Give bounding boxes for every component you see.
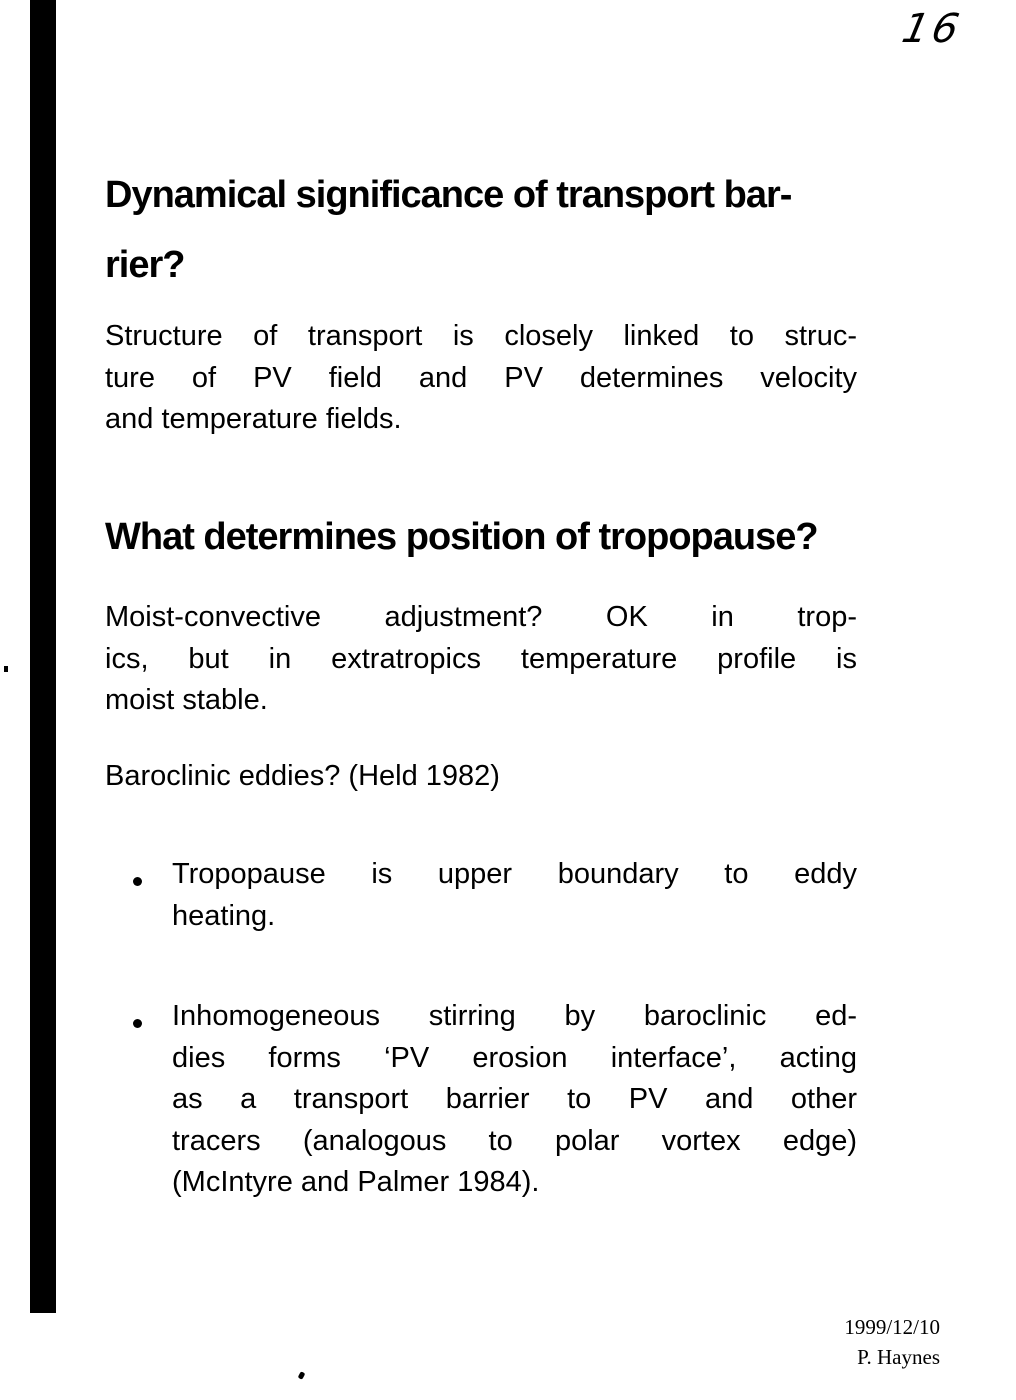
- bullet-text: [172, 996, 857, 1204]
- bullet-line: as a transport barrier to PV and other: [172, 1083, 857, 1115]
- intro-line: ture of PV field and PV determines velocity: [105, 361, 857, 394]
- moist-line: moist stable.: [105, 684, 268, 716]
- moist-paragraph: [105, 597, 857, 722]
- moist-line: ics, but in extratropics temperature profile is: [105, 642, 857, 675]
- bullet-line: dies forms ‘PV erosion interface’, acting: [172, 1041, 857, 1074]
- intro-paragraph: [105, 316, 857, 441]
- bullet-icon: [133, 877, 142, 886]
- page-title-line-1: Dynamical significance of transport bar-: [105, 174, 792, 216]
- bullet-item-tropopause: [105, 854, 857, 937]
- scan-speck-left: [4, 666, 8, 672]
- intro-line: Structure of transport is closely linked to struc-: [105, 320, 857, 352]
- baroclinic-paragraph: [105, 756, 857, 798]
- bullet-item-stirring: [105, 996, 857, 1204]
- footer-date: 1999/12/10: [844, 1315, 940, 1339]
- intro-line: and temperature fields.: [105, 403, 402, 435]
- bullet-text: [172, 854, 857, 937]
- scan-edge-bar: [30, 0, 56, 1313]
- page-title: [105, 160, 985, 300]
- baroclinic-line: Baroclinic eddies? (Held 1982): [105, 760, 500, 792]
- bullet-icon: [133, 1019, 142, 1028]
- bullet-line: tracers (analogous to polar vortex edge): [172, 1124, 857, 1157]
- page-title-line-2: rier?: [105, 244, 185, 286]
- bullet-line: heating.: [172, 899, 276, 932]
- bullet-line: (McIntyre and Palmer 1984).: [172, 1166, 540, 1198]
- page-number: 16: [898, 6, 967, 52]
- bullet-line: Tropopause is upper boundary to eddy: [172, 858, 857, 890]
- scan-speck-bottom: [298, 1371, 306, 1380]
- moist-line: Moist-convective adjustment? OK in trop-: [105, 601, 857, 633]
- section-heading: What determines position of tropopause?: [105, 516, 818, 558]
- bullet-line: Inhomogeneous stirring by baroclinic ed-: [172, 1000, 857, 1032]
- footer: [640, 1312, 940, 1372]
- footer-author: P. Haynes: [857, 1345, 940, 1369]
